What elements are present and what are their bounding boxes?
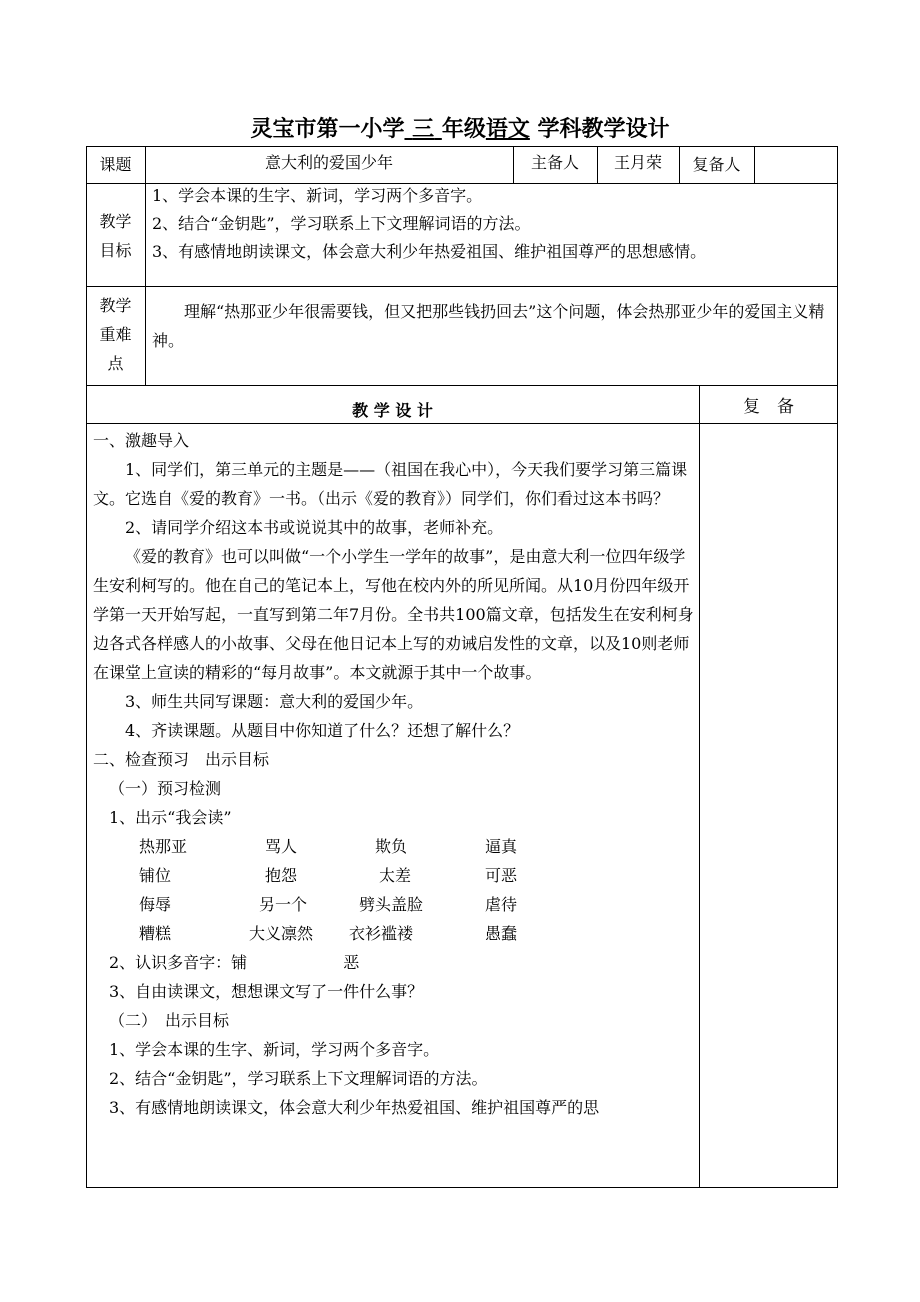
paragraph: 《爱的教育》也可以叫做“一个小学生一学年的故事”，是由意大利一位四年级学生安利柯写的。他在自己的笔记本上，写他在校内外的所见所闻。从10月份四年级开学第一天开始写起，一直写到第二年7月份。全书共100篇文章，包括发生在安利柯身边各式各样感人的小故事、父母在他日记本上写的劝诫启发性的文章，以及10则老师在课堂上宣读的精彩的“每月故事”。本文就源于其中一个故事。 xyxy=(93,547,694,682)
paragraph: 2、认识多音字：铺 恶 xyxy=(109,953,360,972)
title-suffix: 学科教学设计 xyxy=(537,117,670,142)
word: 抱怨 xyxy=(265,866,298,885)
word: 骂人 xyxy=(265,837,298,856)
subsection-heading: （一）预习检测 xyxy=(109,779,222,798)
word-grid xyxy=(93,832,697,948)
subsection-heading: （二） 出示目标 xyxy=(109,1011,230,1030)
word: 愚蠢 xyxy=(485,924,518,943)
objective-item: 3、有感情地朗读课文，体会意大利少年热爱祖国、维护祖国尊严的思想感情。 xyxy=(152,242,707,261)
paragraph: 1、同学们，第三单元的主题是——（祖国在我心中），今天我们要学习第三篇课文。它选自《爱的教育》一书。（出示《爱的教育》）同学们，你们看过这本书吗？ xyxy=(93,460,688,508)
objective-item: 1、学会本课的生字、新词，学习两个多音字。 xyxy=(152,186,483,205)
topic-value: 意大利的爱国少年 xyxy=(264,153,393,172)
word: 另一个 xyxy=(259,895,308,914)
row-divider xyxy=(86,385,838,386)
col-divider xyxy=(699,385,700,1188)
word: 劈头盖脸 xyxy=(359,895,424,914)
goal-item: 1、学会本课的生字、新词，学习两个多音字。 xyxy=(109,1040,440,1059)
goal-item: 2、结合“金钥匙”，学习联系上下文理解词语的方法。 xyxy=(109,1069,488,1088)
row-divider xyxy=(86,286,838,287)
owner-label: 主备人 xyxy=(530,153,579,172)
owner-value: 王月荣 xyxy=(613,153,662,172)
title-grade: 三 xyxy=(412,117,435,142)
topic-label: 课题 xyxy=(99,155,132,174)
word: 欺负 xyxy=(375,837,408,856)
objectives-list xyxy=(152,182,836,266)
polyphone: 恶 xyxy=(343,953,360,972)
review-header: 复 备 xyxy=(743,397,794,417)
difficulty-label: 教学 重难 点 xyxy=(99,296,132,373)
title-subject: 语文 xyxy=(485,117,530,142)
title-grade-suffix: 年级 xyxy=(441,117,486,142)
word: 铺位 xyxy=(139,866,172,885)
word: 太差 xyxy=(379,866,412,885)
co-preparer-label: 复备人 xyxy=(692,155,741,174)
title-school: 灵宝市第一小学 xyxy=(250,117,405,142)
word: 大义凛然 xyxy=(249,924,314,943)
objectives-label: 教学 目标 xyxy=(99,212,132,260)
col-divider xyxy=(754,146,755,183)
col-divider xyxy=(145,146,146,385)
section-heading: 二、检查预习 出示目标 xyxy=(93,750,270,769)
word: 可恶 xyxy=(485,866,518,885)
word: 糟糕 xyxy=(139,924,172,943)
paragraph: 3、师生共同写课题：意大利的爱国少年。 xyxy=(125,692,424,711)
paragraph: 2、请同学介绍这本书或说说其中的故事，老师补充。 xyxy=(125,518,504,537)
difficulty-text: 理解“热那亚少年很需要钱，但又把那些钱扔回去”这个问题，体会热那亚少年的爱国主义精神。 xyxy=(152,302,825,350)
word: 逼真 xyxy=(485,837,518,856)
word: 虐待 xyxy=(485,895,518,914)
objective-item: 2、结合“金钥匙”，学习联系上下文理解词语的方法。 xyxy=(152,214,531,233)
word: 衣衫褴褛 xyxy=(349,924,414,943)
word: 侮辱 xyxy=(139,895,172,914)
section-heading: 一、激趣导入 xyxy=(93,431,190,450)
design-header: 教 学 设 计 xyxy=(352,401,433,420)
paragraph: 3、自由读课文，想想课文写了一件什么事？ xyxy=(109,982,424,1001)
paragraph: 4、齐读课题。从题目中你知道了什么？还想了解什么？ xyxy=(125,721,520,740)
paragraph: 1、出示“我会读” xyxy=(109,808,232,827)
word: 热那亚 xyxy=(139,837,188,856)
goal-item: 3、有感情地朗读课文，体会意大利少年热爱祖国、维护祖国尊严的思 xyxy=(109,1098,600,1117)
page-title xyxy=(0,112,920,143)
design-body xyxy=(93,426,697,1122)
